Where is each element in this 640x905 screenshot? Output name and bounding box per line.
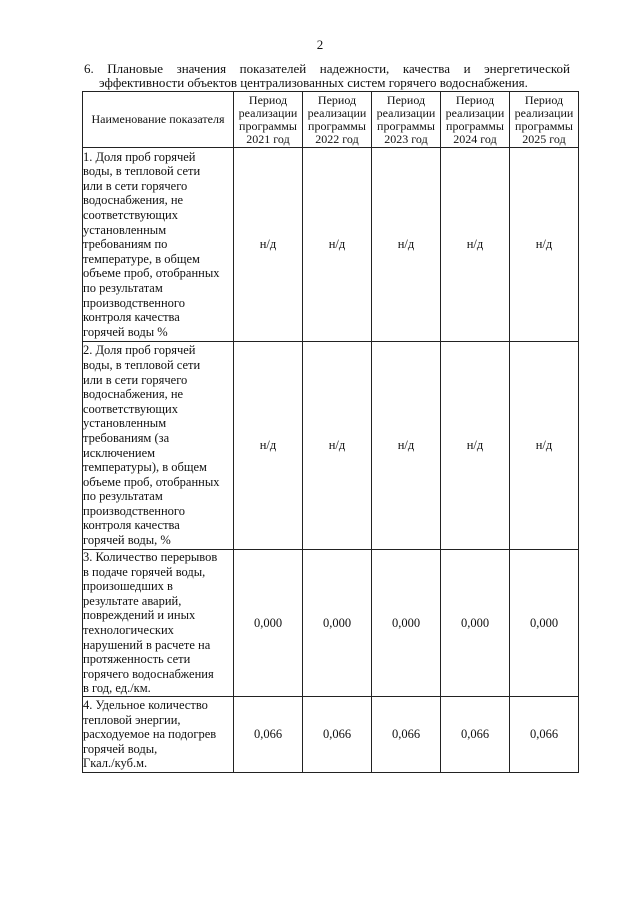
indicator-name-cell: 4. Удельное количество тепловой энергии, расходуемое на подогрев горячей воды, Гкал./куб.м. xyxy=(83,697,234,773)
value-cell-2023: н/д xyxy=(372,342,441,550)
table-row xyxy=(83,697,579,773)
value-cell-2023: 0,000 xyxy=(372,550,441,697)
value-cell-2022: 0,066 xyxy=(303,697,372,773)
value-cell-2024: 0,000 xyxy=(441,550,510,697)
section-heading-line-1 xyxy=(84,62,570,76)
heading-word: надежности, xyxy=(319,61,390,76)
indicator-name-cell: 2. Доля проб горячей воды, в тепловой сети или в сети горячего водоснабжения, не соответствующих установленным требованиям (за исключением температуры), в общем объеме проб, отобранных по результатам производственного контроля качества горячей воды, % xyxy=(83,342,234,550)
value-cell-2021: н/д xyxy=(234,148,303,342)
value-cell-2024: н/д xyxy=(441,342,510,550)
column-header-indicator-name: Наименование показателя xyxy=(83,92,234,148)
column-header-2025: Период реализации программы 2025 год xyxy=(510,92,579,148)
value-cell-2021: 0,066 xyxy=(234,697,303,773)
value-cell-2025: н/д xyxy=(510,148,579,342)
column-header-2022: Период реализации программы 2022 год xyxy=(303,92,372,148)
table-row xyxy=(83,550,579,697)
value-cell-2024: 0,066 xyxy=(441,697,510,773)
column-header-2024: Период реализации программы 2024 год xyxy=(441,92,510,148)
indicators-table xyxy=(82,91,579,773)
indicator-name-cell: 1. Доля проб горячей воды, в тепловой сети или в сети горячего водоснабжения, не соответствующих установленным требованиям по температуре, в общем объеме проб, отобранных по результатам производственного контроля качества горячей воды % xyxy=(83,148,234,342)
indicator-name-cell: 3. Количество перерывов в подаче горячей воды, произошедших в результате аварий, повреждений и иных технологических нарушений в расчете на протяженность сети горячего водоснабжения в год, ед./км. xyxy=(83,550,234,697)
section-number: 6. xyxy=(84,61,94,76)
heading-word: качества xyxy=(402,61,451,76)
section-heading-line-2: эффективности объектов централизованных систем горячего водоснабжения. xyxy=(99,75,528,90)
value-cell-2025: н/д xyxy=(510,342,579,550)
heading-word: энергетической xyxy=(484,61,570,76)
heading-word: и xyxy=(463,61,471,76)
value-cell-2025: 0,066 xyxy=(510,697,579,773)
value-cell-2023: н/д xyxy=(372,148,441,342)
heading-word: Плановые xyxy=(107,61,164,76)
column-header-2021: Период реализации программы 2021 год xyxy=(234,92,303,148)
column-header-2023: Период реализации программы 2023 год xyxy=(372,92,441,148)
value-cell-2021: н/д xyxy=(234,342,303,550)
table-header-row xyxy=(83,92,579,148)
value-cell-2022: н/д xyxy=(303,342,372,550)
heading-word: значения xyxy=(176,61,227,76)
value-cell-2025: 0,000 xyxy=(510,550,579,697)
table-row xyxy=(83,342,579,550)
section-heading xyxy=(84,62,570,90)
value-cell-2022: 0,000 xyxy=(303,550,372,697)
value-cell-2023: 0,066 xyxy=(372,697,441,773)
value-cell-2024: н/д xyxy=(441,148,510,342)
value-cell-2022: н/д xyxy=(303,148,372,342)
value-cell-2021: 0,000 xyxy=(234,550,303,697)
table-row xyxy=(83,148,579,342)
page-number: 2 xyxy=(316,37,324,52)
heading-word: показателей xyxy=(239,61,307,76)
